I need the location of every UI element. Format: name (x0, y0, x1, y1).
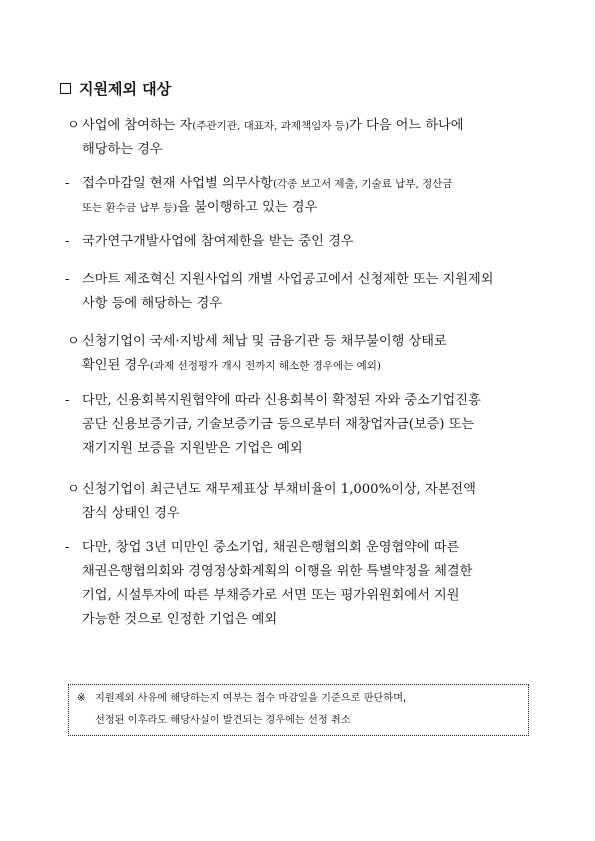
item-text: 재기지원 보증을 지원받은 기업은 예외 (82, 441, 303, 456)
reference-mark-icon: ※ (77, 693, 86, 704)
item-text: 채권은행협의회와 경영정상화계획의 이행을 위한 특별약정을 체결한 (82, 564, 473, 579)
item-note: (과제 선정평가 개시 전까지 해소한 경우에는 예외) (149, 360, 381, 372)
dash-bullet: - (65, 176, 70, 191)
list-item (60, 172, 550, 220)
item-text: 접수마감일 현재 사업별 의무사항 (82, 176, 273, 191)
item-text: 가능한 것으로 인정한 기업은 예외 (82, 612, 278, 627)
item-text: 사항 등에 해당하는 경우 (82, 296, 222, 311)
list-item (60, 268, 550, 316)
list-item (60, 536, 550, 632)
item-text: 공단 신용보증기금, 기술보증기금 등으로부터 재창업자금(보증) 또는 (82, 417, 475, 432)
item-text: 가 다음 어느 하나에 (349, 118, 464, 133)
item-note: (주관기관, 대표자, 과제책임자 등) (192, 120, 350, 132)
notice-text: 지원제외 사유에 해당하는지 여부는 접수 마감일을 기준으로 판단하며, (95, 693, 407, 704)
item-text: 사업에 참여하는 자 (82, 118, 193, 133)
item-text: 확인된 경우 (82, 358, 150, 373)
list-item (60, 114, 550, 162)
item-note: (각종 보고서 제출, 기술료 납부, 정산금 (272, 178, 453, 190)
dash-bullet: - (65, 393, 70, 408)
item-text: 신청기업이 국세·지방세 체납 및 금융기관 등 채무불이행 상태로 (82, 334, 447, 349)
item-text: 신청기업이 최근년도 재무제표상 부채비율이 1,000%이상, 자본전액 (82, 482, 476, 497)
circle-bullet: ㅇ (67, 118, 80, 133)
notice-text: 선정된 이후라도 해당사실이 발견되는 경우에는 선정 취소 (95, 715, 351, 726)
item-text: 스마트 제조혁신 지원사업의 개별 사업공고에서 신청제한 또는 지원제외 (82, 272, 494, 287)
item-text: 해당하는 경우 (82, 142, 163, 157)
list-item (60, 330, 550, 378)
checkbox-icon (60, 83, 71, 94)
item-note: 또는 환수금 납부 등) (82, 202, 178, 214)
list-item (60, 478, 550, 526)
item-text: 잠식 상태인 경우 (82, 506, 180, 521)
section-title: 지원제외 대상 (79, 80, 172, 98)
circle-bullet: ㅇ (67, 334, 80, 349)
dash-bullet: - (65, 234, 70, 249)
item-text: 다만, 신용회복지원협약에 따라 신용회복이 확정된 자와 중소기업진흥 (82, 393, 481, 408)
section-heading (60, 78, 171, 99)
circle-bullet: ㅇ (67, 482, 80, 497)
dash-bullet: - (65, 272, 70, 287)
dash-bullet: - (65, 540, 70, 555)
item-text: 국가연구개발사업에 참여제한을 받는 중인 경우 (82, 234, 354, 249)
list-item (60, 230, 550, 254)
notice-box (68, 684, 529, 736)
item-text: 기업, 시설투자에 따른 부채증가로 서면 또는 평가위원회에서 지원 (82, 588, 460, 603)
item-text: 을 불이행하고 있는 경우 (177, 200, 318, 215)
list-item (60, 389, 550, 461)
item-text: 다만, 창업 3년 미만인 중소기업, 채권은행협의회 운영협약에 따른 (82, 540, 460, 555)
